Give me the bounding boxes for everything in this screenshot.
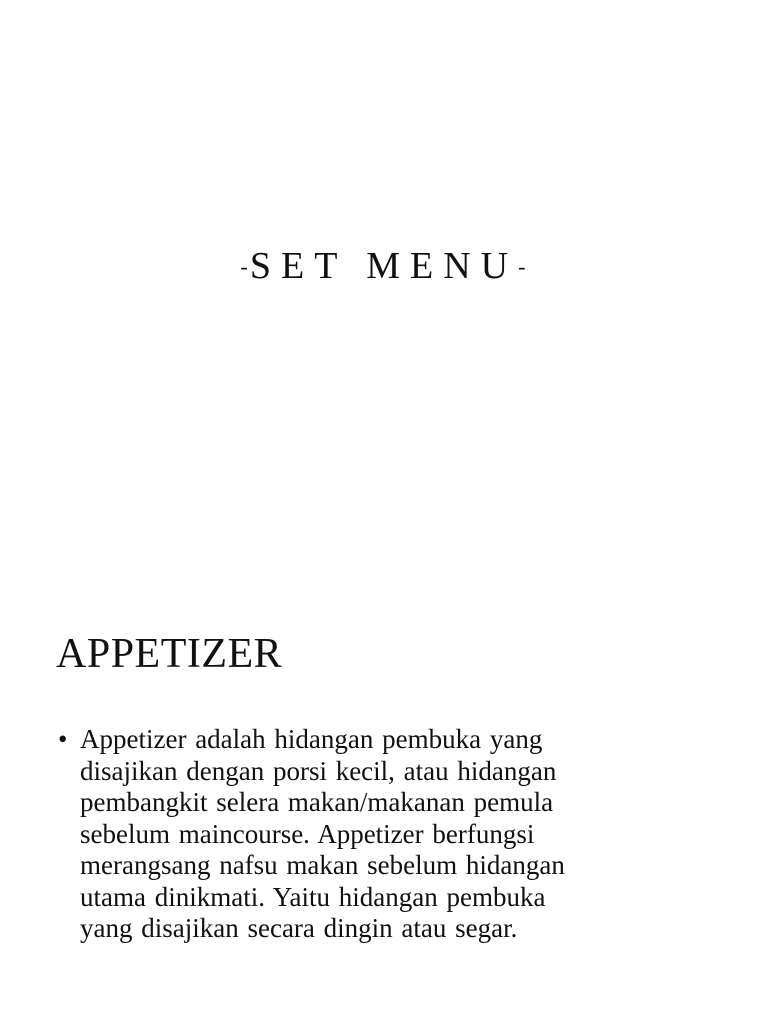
bullet-item	[58, 724, 718, 945]
title-dash-right: -	[518, 254, 528, 279]
paragraph-line: yang disajikan secara dingin atau segar.	[80, 913, 518, 943]
paragraph-line: utama dinikmati. Yaitu hidangan pembuka	[80, 881, 546, 912]
paragraph-line: merangsang nafsu makan sebelum hidangan	[80, 850, 565, 880]
slide-title	[0, 236, 768, 297]
title-text: SET MENU	[249, 245, 519, 287]
bullet-icon: •	[58, 724, 68, 754]
bullet-list	[58, 724, 718, 945]
paragraph-line: disajikan dengan porsi kecil, atau hidangan	[80, 755, 557, 786]
title-dash-left: -	[240, 254, 250, 279]
paragraph-line: pembangkit selera makan/makanan pemula	[80, 787, 554, 817]
section-heading: APPETIZER	[56, 631, 283, 677]
paragraph-line: sebelum maincourse. Appetizer berfungsi	[80, 818, 535, 849]
paragraph-line: Appetizer adalah hidangan pembuka yang	[80, 724, 543, 754]
